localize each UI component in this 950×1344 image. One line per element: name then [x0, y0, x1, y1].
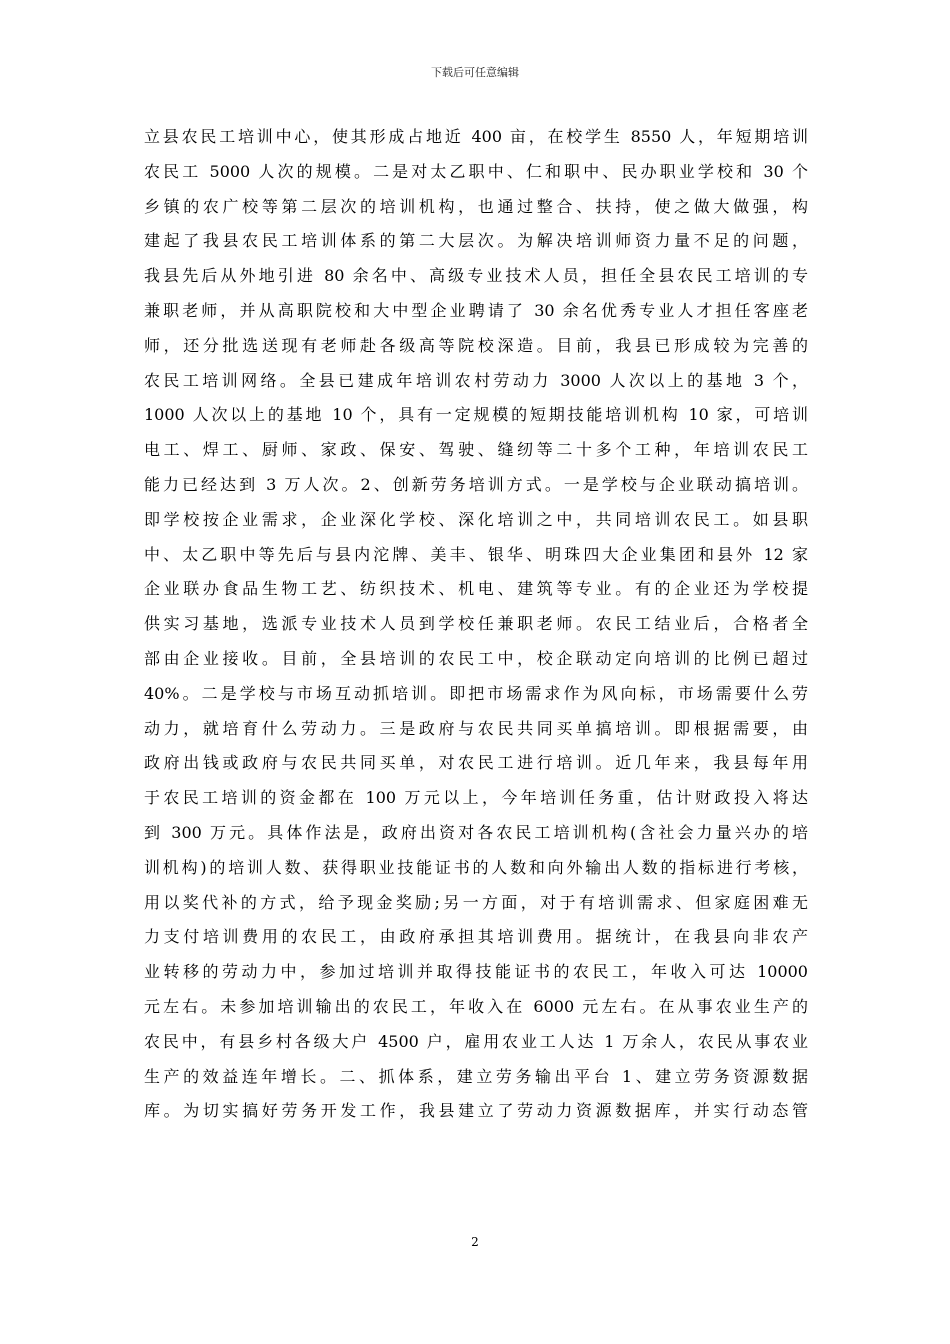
- body-line: 乡镇的农广校等第二层次的培训机构，也通过整合、扶持，使之做大做强，构: [144, 196, 808, 216]
- body-line: 于农民工培训的资金都在 100 万元以上，今年培训任务重，估计财政投入将达: [144, 788, 808, 808]
- body-line: 训机构)的培训人数、获得职业技能证书的人数和向外输出人数的指标进行考核，: [144, 857, 808, 877]
- body-line: 立县农民工培训中心，使其形成占地近 400 亩，在校学生 8550 人，年短期培训: [144, 127, 808, 146]
- body-line: 电工、焊工、厨师、家政、保安、驾驶、缝纫等二十多个工种，年培训农民工: [144, 440, 808, 460]
- body-line: 供实习基地，选派专业技术人员到学校任兼职老师。农民工结业后，合格者全: [144, 614, 808, 634]
- page-number: 2: [471, 1235, 479, 1249]
- body-line: 农民工 5000 人次的规模。二是对太乙职中、仁和职中、民办职业学校和 30 个: [144, 161, 808, 181]
- body-line: 业转移的劳动力中，参加过培训并取得技能证书的农民工，年收入可达 10000: [144, 962, 808, 982]
- body-line: 用以奖代补的方式，给予现金奖励;另一方面，对于有培训需求、但家庭困难无: [144, 892, 808, 912]
- body-line: 建起了我县农民工培训体系的第二大层次。为解决培训师资力量不足的问题，: [144, 231, 808, 251]
- body-line: 师，还分批选送现有老师赴各级高等院校深造。目前，我县已形成较为完善的: [144, 335, 808, 355]
- body-line: 我县先后从外地引进 80 余名中、高级专业技术人员，担任全县农民工培训的专: [144, 266, 808, 286]
- body-line: 40%。二是学校与市场互动抓培训。即把市场需求作为风向标，市场需要什么劳: [144, 683, 808, 703]
- body-line: 力支付培训费用的农民工，由政府承担其培训费用。据统计，在我县向非农产: [144, 927, 808, 947]
- body-line: 农民工培训网络。全县已建成年培训农村劳动力 3000 人次以上的基地 3 个，: [144, 370, 808, 390]
- body-line: 企业联办食品生物工艺、纺织技术、机电、建筑等专业。有的企业还为学校提: [144, 579, 808, 599]
- body-line: 动力，就培育什么劳动力。三是政府与农民共同买单搞培训。即根据需要，由: [144, 718, 808, 738]
- body-line: 到 300 万元。具体作法是，政府出资对各农民工培训机构(含社会力量兴办的培: [144, 822, 808, 842]
- body-line: 兼职老师，并从高职院校和大中型企业聘请了 30 余名优秀专业人才担任客座老: [144, 300, 808, 320]
- body-line: 部由企业接收。目前，全县培训的农民工中，校企联动定向培训的比例已超过: [144, 648, 808, 668]
- page-header: 下载后可任意编辑: [431, 66, 519, 79]
- body-line: 即学校按企业需求，企业深化学校、深化培训之中，共同培训农民工。如县职: [144, 509, 808, 529]
- body-line: 中、太乙职中等先后与县内沱牌、美丰、银华、明珠四大企业集团和县外 12 家: [144, 544, 808, 564]
- body-line: 政府出钱或政府与农民共同买单，对农民工进行培训。近几年来，我县每年用: [144, 753, 808, 773]
- body-line: 能力已经达到 3 万人次。2、创新劳务培训方式。一是学校与企业联动搞培训。: [144, 474, 808, 494]
- body-line: 库。为切实搞好劳务开发工作，我县建立了劳动力资源数据库，并实行动态管: [144, 1101, 808, 1121]
- body-line: 农民中，有县乡村各级大户 4500 户，雇用农业工人达 1 万余人，农民从事农业: [144, 1031, 808, 1051]
- body-line: 生产的效益连年增长。二、抓体系，建立劳务输出平台 1、建立劳务资源数据: [144, 1066, 808, 1086]
- body-line: 元左右。未参加培训输出的农民工，年收入在 6000 元左右。在从事农业生产的: [144, 996, 808, 1016]
- document-body: [144, 120, 808, 1129]
- body-line: 1000 人次以上的基地 10 个，具有一定规模的短期技能培训机构 10 家，可培训: [144, 405, 808, 425]
